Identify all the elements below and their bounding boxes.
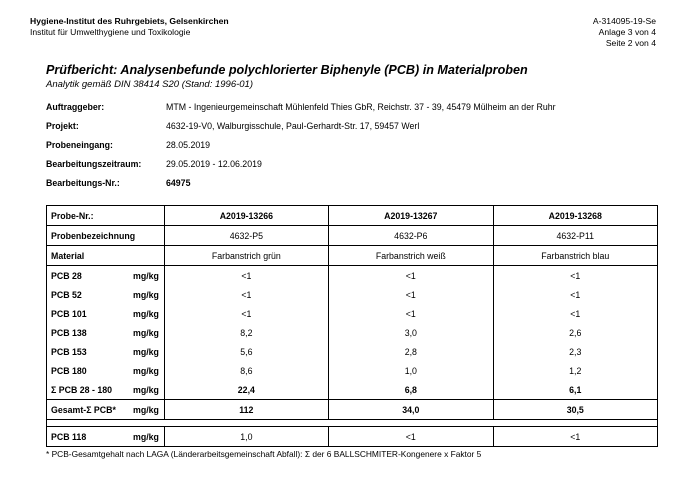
table-row — [47, 266, 657, 285]
unit-label: mg/kg — [133, 384, 159, 395]
value-cell: 8,6 — [165, 361, 329, 380]
sample-cell: A2019-13268 — [548, 210, 602, 221]
unit-label: mg/kg — [133, 404, 159, 415]
document-id: A-314095-19-Se — [592, 16, 656, 26]
value-cell: 5,6 — [165, 342, 329, 361]
value-cell: <1 — [329, 285, 493, 304]
meta-row-processing-number — [46, 173, 666, 192]
meta-row-project — [46, 116, 666, 135]
meta-value: MTM - Ingenieurgemeinschaft Mühlenfeld Thies GbR, Reichstr. 37 - 39, 45479 Mülheim an der Ruhr — [166, 101, 556, 112]
parameter-name: PCB 153 — [51, 346, 87, 357]
table-row — [47, 361, 657, 380]
sum-row — [47, 380, 657, 400]
unit-label: mg/kg — [133, 365, 159, 376]
meta-value: 28.05.2019 — [166, 139, 211, 150]
value-cell: <1 — [329, 304, 493, 323]
sample-cell: 4632-P5 — [165, 226, 329, 245]
report-metadata — [46, 97, 666, 192]
row-label — [47, 361, 165, 380]
meta-value: 4632-19-V0, Walburgisschule, Paul-Gerhardt-Str. 17, 59457 Werl — [166, 120, 420, 131]
table-header-row — [47, 246, 657, 266]
value-cell: 2,6 — [569, 327, 582, 338]
institute-name: Hygiene-Institut des Ruhrgebiets, Gelsenkirchen — [30, 16, 229, 26]
row-label: Material — [47, 246, 165, 265]
value-cell: <1 — [329, 266, 493, 285]
value-cell: 2,8 — [329, 342, 493, 361]
table-row — [47, 427, 657, 446]
value-cell: 34,0 — [329, 400, 493, 419]
sample-cell: Farbanstrich blau — [541, 250, 610, 261]
meta-label: Auftraggeber: — [46, 101, 105, 112]
parameter-name: PCB 101 — [51, 308, 87, 319]
row-label: Probenbezeichnung — [47, 226, 165, 245]
value-cell: <1 — [570, 308, 581, 319]
meta-row-sample-receipt — [46, 135, 666, 154]
table-header-row — [47, 206, 657, 226]
parameter-name: PCB 52 — [51, 289, 82, 300]
sample-cell: 4632-P6 — [329, 226, 493, 245]
table-header-row — [47, 226, 657, 246]
parameter-name: PCB 118 — [51, 431, 87, 442]
header-institute-block — [30, 16, 229, 38]
value-cell: 22,4 — [165, 380, 329, 399]
meta-row-client — [46, 97, 666, 116]
table-row — [47, 323, 657, 342]
value-cell: 112 — [165, 400, 329, 419]
page-number: Seite 2 von 4 — [605, 38, 656, 48]
row-label — [47, 380, 165, 399]
row-label — [47, 323, 165, 342]
unit-label: mg/kg — [133, 270, 159, 281]
sample-cell: A2019-13267 — [329, 206, 493, 225]
value-cell: 3,0 — [329, 323, 493, 342]
meta-row-processing-period — [46, 154, 666, 173]
department-name: Institut für Umwelthygiene und Toxikologie — [30, 27, 191, 37]
value-cell: 6,8 — [329, 380, 493, 399]
value-cell: <1 — [165, 285, 329, 304]
row-label — [47, 400, 165, 419]
value-cell: <1 — [570, 289, 581, 300]
sample-cell: Farbanstrich weiß — [329, 246, 493, 265]
sample-cell: 4632-P11 — [556, 230, 594, 241]
meta-label: Projekt: — [46, 120, 79, 131]
parameter-name: Gesamt-Σ PCB* — [51, 404, 116, 415]
results-table — [46, 205, 658, 447]
value-cell: 8,2 — [165, 323, 329, 342]
row-label — [47, 342, 165, 361]
value-cell: <1 — [570, 431, 581, 442]
table-separator — [47, 420, 657, 427]
footnote: * PCB-Gesamtgehalt nach LAGA (Länderarbeitsgemeinschaft Abfall): Σ der 6 BALLSCHMITER-Kongenere x Faktor 5 — [46, 449, 482, 459]
report-subtitle: Analytik gemäß DIN 38414 S20 (Stand: 1996-01) — [46, 79, 254, 90]
sample-cell: A2019-13266 — [165, 206, 329, 225]
parameter-name: PCB 138 — [51, 327, 87, 338]
value-cell: 2,3 — [569, 346, 582, 357]
unit-label: mg/kg — [133, 327, 159, 338]
row-label — [47, 285, 165, 304]
value-cell: <1 — [165, 266, 329, 285]
unit-label: mg/kg — [133, 289, 159, 300]
value-cell: <1 — [570, 270, 581, 281]
meta-label: Bearbeitungszeitraum: — [46, 158, 142, 169]
unit-label: mg/kg — [133, 308, 159, 319]
table-row — [47, 285, 657, 304]
value-cell: 1,0 — [329, 361, 493, 380]
parameter-name: PCB 28 — [51, 270, 82, 281]
value-cell: <1 — [165, 304, 329, 323]
value-cell: 6,1 — [569, 384, 582, 395]
value-cell: 30,5 — [566, 404, 584, 415]
meta-label: Bearbeitungs-Nr.: — [46, 177, 120, 188]
table-row — [47, 342, 657, 361]
report-title: Prüfbericht: Analysenbefunde polychlorierter Biphenyle (PCB) in Materialproben — [46, 63, 528, 77]
value-cell: 1,0 — [165, 427, 329, 446]
parameter-name: PCB 180 — [51, 365, 87, 376]
table-row — [47, 304, 657, 323]
row-label — [47, 266, 165, 285]
row-label — [47, 304, 165, 323]
unit-label: mg/kg — [133, 346, 159, 357]
meta-label: Probeneingang: — [46, 139, 113, 150]
row-label — [47, 427, 165, 446]
unit-label: mg/kg — [133, 431, 159, 442]
meta-value: 64975 — [166, 177, 191, 188]
sample-cell: Farbanstrich grün — [165, 246, 329, 265]
value-cell: <1 — [329, 427, 493, 446]
value-cell: 1,2 — [569, 365, 582, 376]
meta-value: 29.05.2019 - 12.06.2019 — [166, 158, 262, 169]
parameter-name: Σ PCB 28 - 180 — [51, 384, 113, 395]
row-label: Probe-Nr.: — [47, 206, 165, 225]
attachment-number: Anlage 3 von 4 — [598, 27, 656, 37]
header-reference-block — [593, 16, 656, 49]
total-row — [47, 400, 657, 420]
